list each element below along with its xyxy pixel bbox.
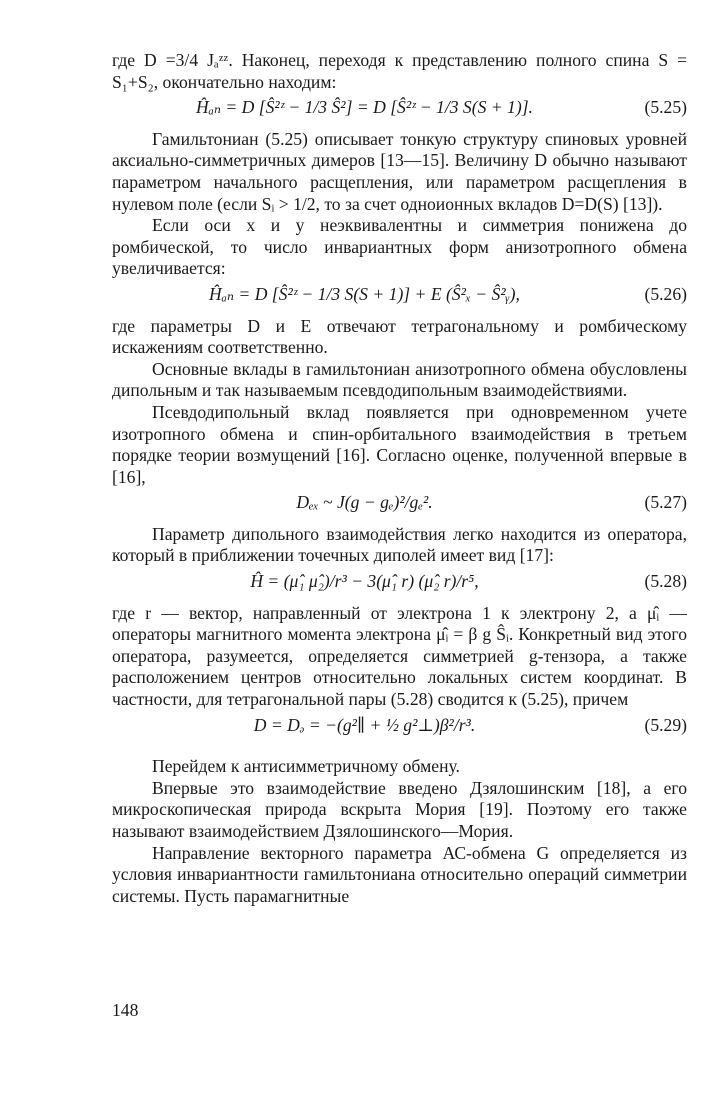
equation-5-26 — [112, 284, 687, 306]
paragraph-9: Перейдем к антисимметричному обмену. — [152, 756, 460, 777]
equation-number: (5.27) — [644, 492, 687, 513]
equation-formula: D = Dₔ = −(g²∥ + ½ g²⊥)β²/r³. — [253, 714, 476, 735]
paragraph-11: Направление векторного параметра АС-обмена G определяется из условия инвариантности гамильтониана относительно операций симметрии системы. Пусть парамагнитные — [112, 842, 687, 906]
equation-number: (5.26) — [644, 283, 687, 304]
equation-formula: Ĥₐₙ = D [Ŝ²ᶻ − 1/3 Ŝ²] = D [Ŝ²ᶻ − 1/3 S(S + 1)]. — [196, 97, 533, 118]
equation-5-25 — [112, 97, 687, 119]
equation-number: (5.29) — [644, 714, 687, 735]
paragraph-8: где r — вектор, направленный от электрона 1 к электрону 2, а μ̂ᵢ — операторы магнитного момента электрона μ̂ᵢ = β g Ŝᵢ. Конкретный вид этого оператора, разумеется, определяется симметрией g-тензора, а также расположением центров относительно локальных систем координат. В частности, для тетрагональной пары (5.28) сводится к (5.25), причем — [112, 602, 687, 710]
equation-5-29 — [112, 715, 687, 737]
equation-formula: Ĥ = (μ̂₁ μ̂₂)/r³ − 3(μ̂₁ r) (μ̂₂ r)/r⁵, — [250, 571, 479, 592]
paragraph-7: Параметр дипольного взаимодействия легко находится из оператора, который в приближении точечных диполей имеет вид [17]: — [112, 523, 687, 566]
equation-formula: Dₑₓ ~ J(g − gₑ)²/gₑ². — [296, 492, 433, 513]
paragraph-5: Основные вклады в гамильтониан анизотропного обмена обусловлены дипольным и так называемым псевдодипольным взаимодействиями. — [112, 358, 687, 401]
paragraph-6: Псевдодипольный вклад появляется при одновременном учете изотропного обмена и спин-орбитального взаимодействия в третьем порядке теории возмущений [16]. Согласно оценке, полученной впервые в [16], — [112, 401, 687, 487]
page-body — [112, 50, 687, 907]
equation-5-27 — [112, 492, 687, 514]
paragraph-1: где D =3/4 Jₐᶻᶻ. Наконец, переходя к представлению полного спина S = S₁+S₂, окончательно находим: — [112, 50, 687, 92]
paragraph-2: Гамильтониан (5.25) описывает тонкую структуру спиновых уровней аксиально-симметричных димеров [13—15]. Величину D обычно называют параметром начального расщепления, или параметром расщепления в нулевом поле (если Sᵢ > 1/2, то за счет одноионных вкладов D=D(S) [13]). — [112, 128, 687, 214]
equation-formula: Ĥₐₙ = D [Ŝ²ᶻ − 1/3 S(S + 1)] + E (Ŝ²ₓ − Ŝ²ᵧ), — [209, 283, 520, 304]
paragraph-10: Впервые это взаимодействие введено Дзялошинским [18], а его микроскопическая природа вскрыта Мория [19]. Поэтому его также называют взаимодействием Дзялошинского—Мория. — [112, 777, 687, 841]
equation-5-28 — [112, 571, 687, 593]
page-number: 148 — [112, 1000, 139, 1020]
paragraph-3: Если оси x и y неэквивалентны и симметрия понижена до ромбической, то число инвариантных форм анизотропного обмена увеличивается: — [112, 215, 687, 279]
paragraph-4: где параметры D и E отвечают тетрагональному и ромбическому искажениям соответственно. — [112, 315, 687, 358]
equation-number: (5.28) — [644, 571, 687, 592]
equation-number: (5.25) — [644, 97, 687, 118]
